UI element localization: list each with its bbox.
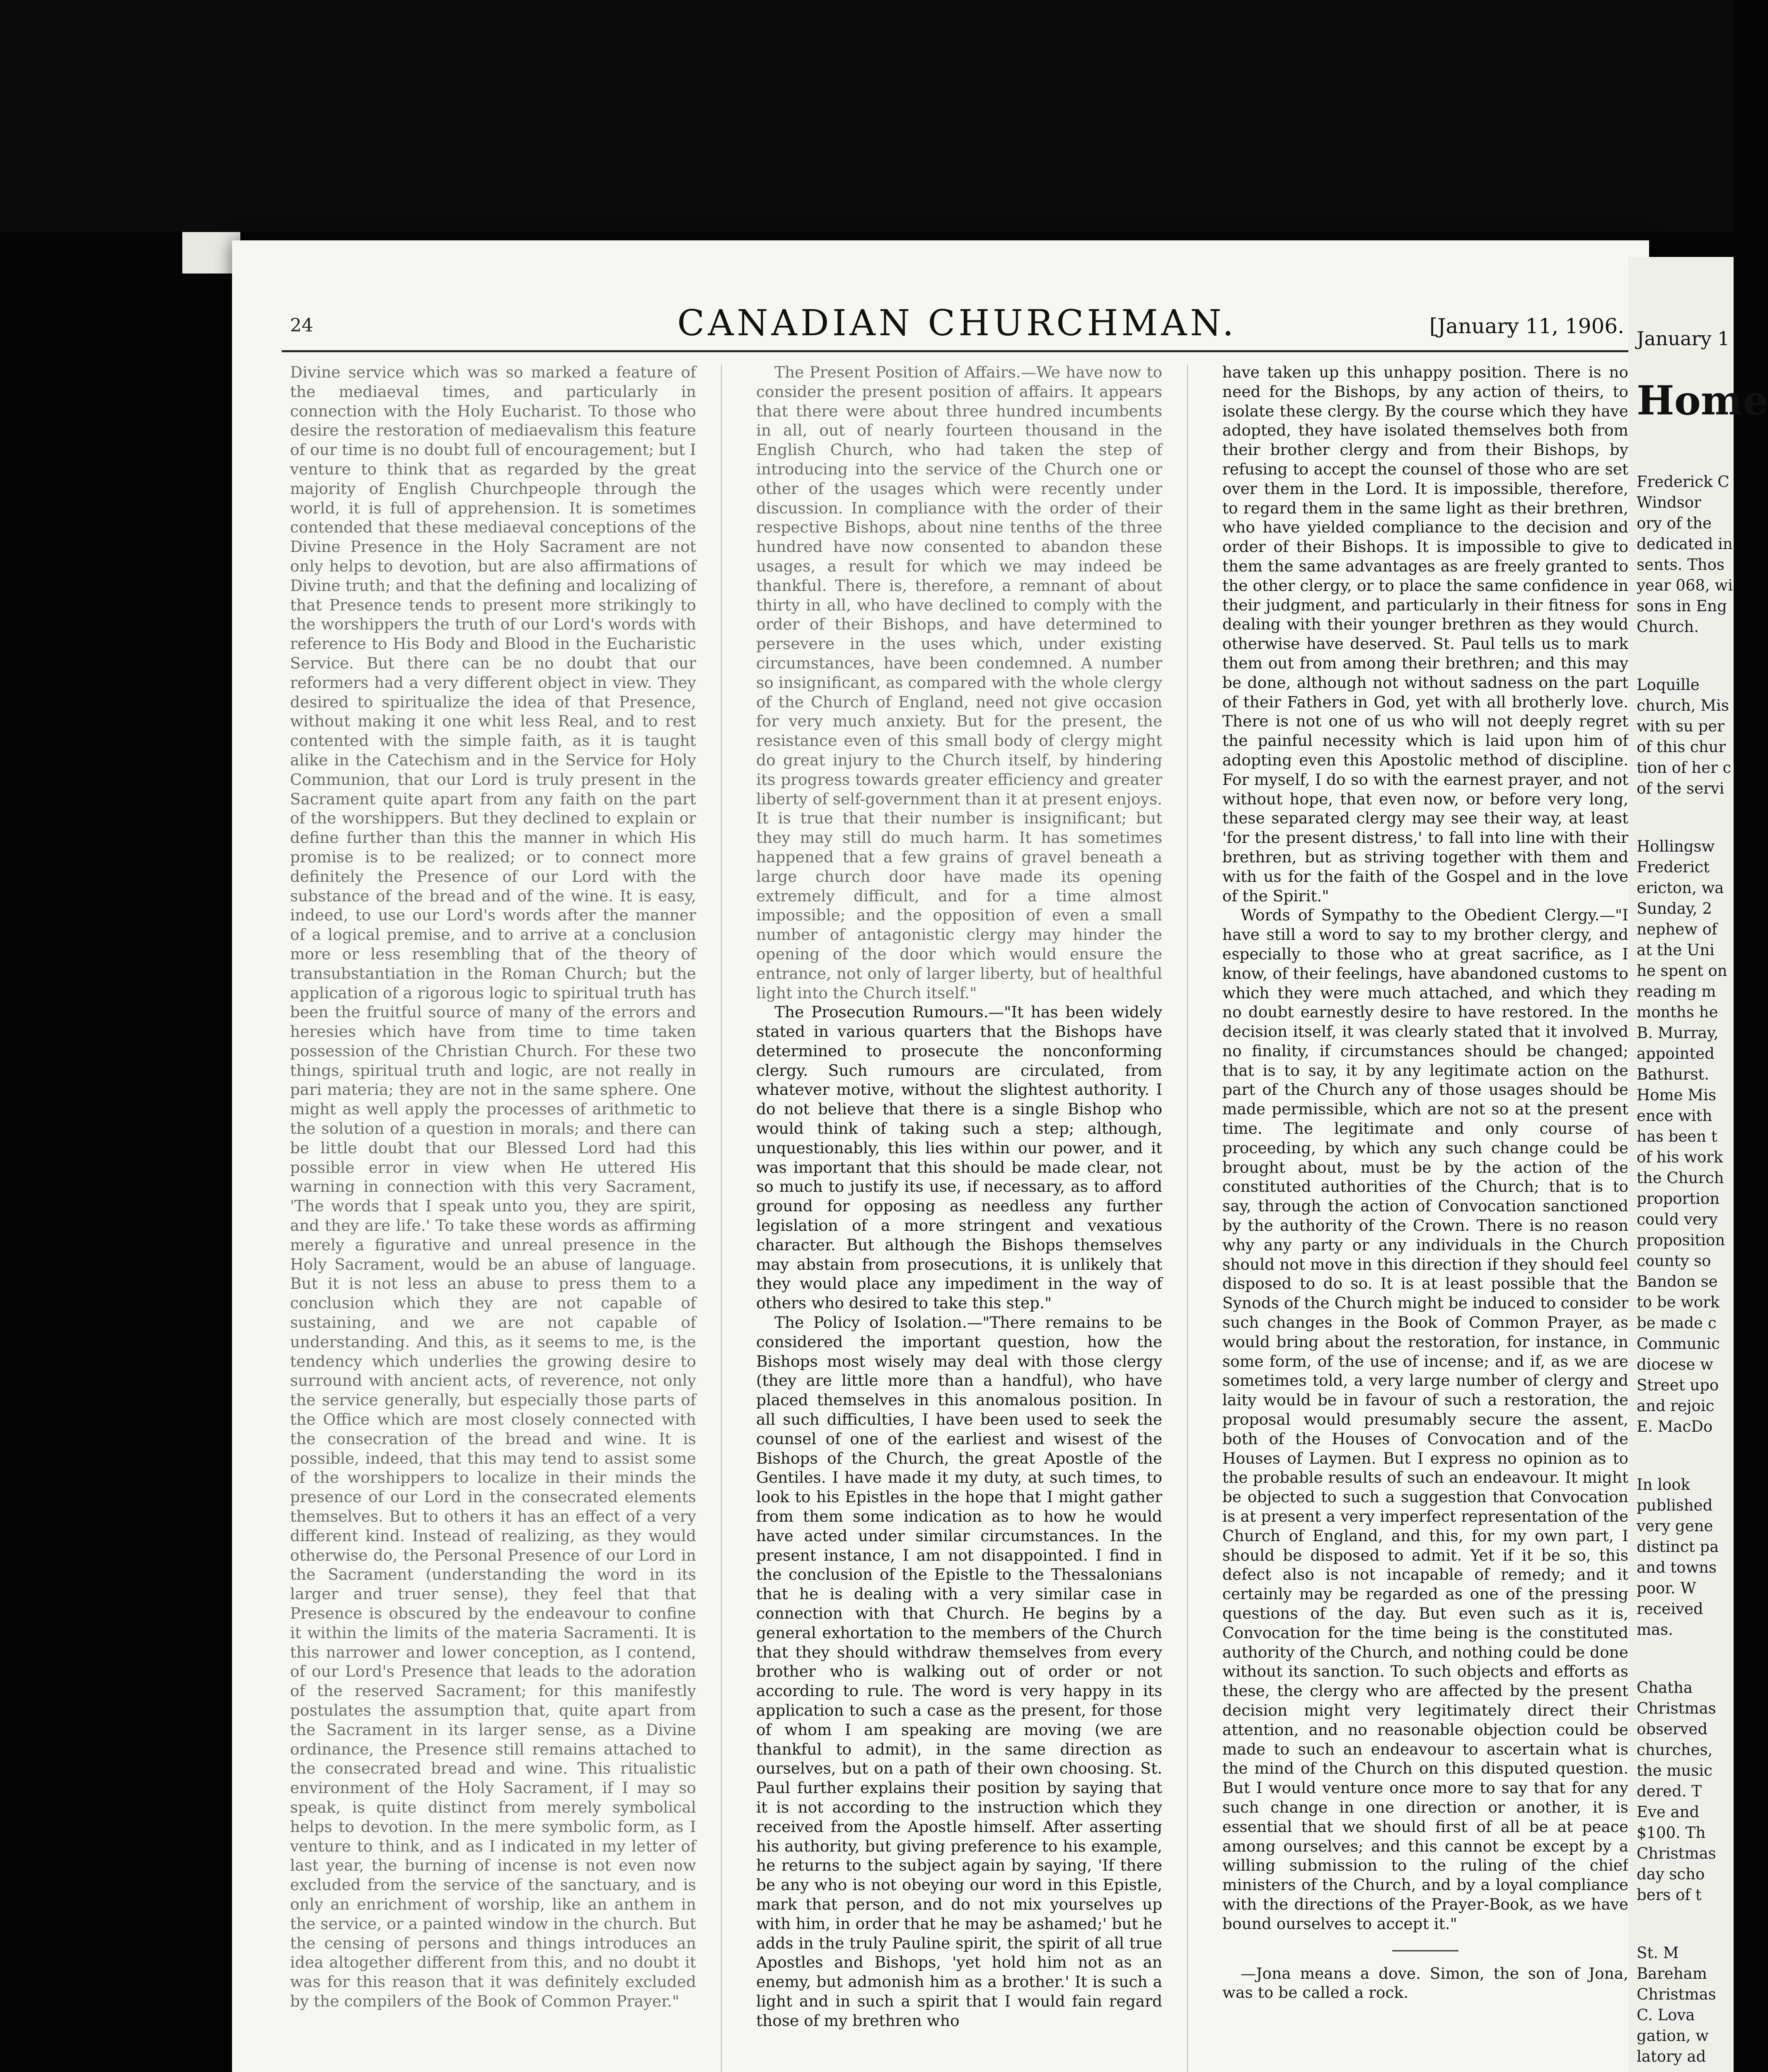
adjacent-page-line: Bathurst. bbox=[1637, 1065, 1710, 1083]
adjacent-page-line: he spent on bbox=[1637, 962, 1727, 980]
adjacent-page-line: has been t bbox=[1637, 1128, 1717, 1145]
article-column-3 bbox=[1222, 363, 1628, 2002]
adjacent-page-line: Christmas bbox=[1637, 1844, 1716, 1862]
adjacent-page-line: Communic bbox=[1637, 1335, 1720, 1353]
adjacent-page-line: Christmas bbox=[1637, 1985, 1716, 2003]
adjacent-page-line: Church. bbox=[1637, 618, 1699, 636]
adjacent-page-line: could very bbox=[1637, 1210, 1718, 1228]
adjacent-page-line: sons in Eng bbox=[1637, 597, 1727, 615]
adjacent-page-line: gation, w bbox=[1637, 2027, 1709, 2045]
adjacent-page-line: proportion bbox=[1637, 1190, 1720, 1208]
adjacent-page-line: to be work bbox=[1637, 1293, 1720, 1311]
paragraph: Words of Sympathy to the Obedient Clergy.—"I have still a word to say to my brother clergy, and especially to those who at great sacrifice, as I know, of their feelings, have abandoned customs to which they were much attached, and which they no doubt earnestly desire to have restored. In the decision itself, it was clearly stated that it involved no finality, if circumstances should be changed; that is to say, it by any legitimate action on the part of the Church any of those usages should be made permissible, which are not so at the present time. The legitimate and only course of proceeding, by which any such change could be brought about, must be by the action of the constituted authorities of the Church; that is to say, through the action of Convocation sanctioned by the authority of the Crown. There is no reason why any party or any individuals in the Church should not move in this direction if they should feel disposed to do so. It is at least possible that the Synods of the Church might be induced to consider such changes in the Book of Common Prayer, as would bring about the restoration, for instance, in some form, of the use of incense; and if, as we are sometimes told, a very large number of clergy and laity would be in favour of such a restoration, the proposal would presumably secure the assent, both of the Houses of Convocation and of the Houses of Laymen. But I express no opinion as to the probable results of such an endeavour. It might be objected to such a suggestion that Convocation is at present a very imperfect representation of the Church of England, and this, for my own part, I should be disposed to admit. Yet if it be so, this defect also is not incapable of remedy; and it certainly may be regarded as one of the pressing questions of the day. But even such as it is, Convocation for the time being is the constituted authority of the Church, and nothing could be done without its sanction. To such objects and efforts as these, the clergy who are affected by the present decision might very legitimately direct their attention, and no reasonable objection could be made to such an endeavour to ascertain what is the mind of the Church on this disputed question. But I would venture once more to say that for any such change in one direction or another, it is essential that we should first of all be at peace among ourselves; and this cannot be except by a willing submission to the ruling of the chief ministers of the Church, and by a loyal compliance with the directions of the Prayer-Book, as we have bound ourselves to accept it." bbox=[1222, 906, 1628, 1933]
paragraph: The Present Position of Affairs.—We have now to consider the present position of affairs. It appears that there were about three hundred incumbents in all, out of nearly fourteen thousand in the English Church, who had taken the step of introducing into the service of the Church one or other of the usages which were recently under discussion. In compliance with the order of their respective Bishops, about nine tenths of the three hundred have now consented to abandon these usages, a result for which we may indeed be thankful. There is, therefore, a remnant of about thirty in all, who have declined to comply with the order of their Bishops, and have determined to persevere in the uses which, under existing circumstances, have been condemned. A number so insignificant, as compared with the whole clergy of the Church of England, need not give occasion for very much anxiety. But for the present, the resistance even of this small body of clergy might do great injury to the Church itself, by hindering its progress towards greater efficiency and greater liberty of self-government than it at present enjoys. It is true that their number is insignificant; but they may still do much harm. It has sometimes happened that a few grains of gravel beneath a large church door have made its opening extremely difficult, and for a time almost impossible; and the opposition of even a small number of antagonistic clergy may hinder the opening of the door which would ensure the entrance, not only of larger liberty, but of healthful light into the Church itself." bbox=[756, 363, 1162, 1002]
adjacent-page-line: and towns bbox=[1637, 1559, 1717, 1576]
adjacent-page-header: January 1 bbox=[1637, 327, 1730, 350]
adjacent-page-line: Christmas bbox=[1637, 1699, 1716, 1717]
adjacent-page-title: Home bbox=[1637, 377, 1768, 424]
adjacent-page-line: church, Mis bbox=[1637, 697, 1729, 714]
adjacent-page-line: Bandon se bbox=[1637, 1273, 1718, 1290]
page-number: 24 bbox=[290, 315, 313, 336]
adjacent-page-line: Bareham bbox=[1637, 1965, 1707, 1982]
masthead: CANADIAN CHURCHMAN. bbox=[677, 303, 1237, 344]
adjacent-page-line: Windsor bbox=[1637, 494, 1701, 511]
adjacent-page-line: at the Uni bbox=[1637, 941, 1715, 959]
adjacent-page-line: ory of the bbox=[1637, 514, 1712, 532]
adjacent-page-line: and rejoic bbox=[1637, 1397, 1715, 1415]
column-divider-1 bbox=[721, 365, 722, 2072]
column-divider-2 bbox=[1187, 365, 1188, 2072]
page-header bbox=[290, 303, 1624, 344]
adjacent-page-line: distinct pa bbox=[1637, 1538, 1719, 1556]
adjacent-page-line: Chatha bbox=[1637, 1679, 1693, 1697]
adjacent-page-line: be made c bbox=[1637, 1314, 1717, 1332]
section-rule bbox=[1392, 1950, 1458, 1951]
adjacent-page-line: appointed bbox=[1637, 1045, 1715, 1063]
adjacent-page-line: bers of t bbox=[1637, 1886, 1702, 1904]
footnote: —Jona means a dove. Simon, the son of Jona, was to be called a rock. bbox=[1222, 1964, 1628, 2002]
adjacent-page-line: observed bbox=[1637, 1720, 1708, 1738]
adjacent-page-line: Frederick C bbox=[1637, 473, 1729, 491]
adjacent-page-line: Sunday, 2 bbox=[1637, 900, 1712, 917]
adjacent-page-line: reading m bbox=[1637, 983, 1716, 1000]
adjacent-page-line: B. Murray, bbox=[1637, 1024, 1719, 1042]
adjacent-page-line: $100. Th bbox=[1637, 1824, 1706, 1842]
adjacent-page-line: months he bbox=[1637, 1003, 1718, 1021]
article-column-1 bbox=[290, 363, 696, 2011]
adjacent-page-line: of his work bbox=[1637, 1148, 1723, 1166]
adjacent-page-line: diocese w bbox=[1637, 1356, 1713, 1373]
adjacent-page-line: Eve and bbox=[1637, 1803, 1700, 1821]
adjacent-page-line: mas. bbox=[1637, 1621, 1673, 1639]
article-column-2 bbox=[756, 363, 1162, 2031]
adjacent-page-line: ence with bbox=[1637, 1107, 1712, 1125]
adjacent-page-line: dedicated in bbox=[1637, 535, 1733, 553]
adjacent-page-line: poor. W bbox=[1637, 1579, 1696, 1597]
adjacent-page-line: Frederict bbox=[1637, 858, 1710, 876]
paragraph: Divine service which was so marked a feature of the mediaeval times, and particularly in connection with the Holy Eucharist. To those who desire the restoration of mediaevalism this feature of our time is no doubt full of encouragement; but I venture to think that as regarded by the great majority of English Churchpeople through the world, it is full of apprehension. It is sometimes contended that these mediaeval conceptions of the Divine Presence in the Holy Sacrament are not only helps to devotion, but are also affirmations of Divine truth; and that the defining and localizing of that Presence tends to present more strikingly to the worshippers the truth of our Lord's words with reference to His Body and Blood in the Eucharistic Service. But there can be no doubt that our reformers had a very different object in view. They desired to spiritualize the idea of that Presence, without making it one whit less Real, and to rest contented with the simple faith, as it is taught alike in the Catechism and in the Service for Holy Communion, that our Lord is truly present in the Sacrament quite apart from any faith on the part of the worshippers. But they declined to explain or define further than this the manner in which His promise is to be realized; or to connect more definitely the Presence of our Lord with the substance of the bread and of the wine. It is easy, indeed, to use our Lord's words after the manner of a logical premise, and to arrive at a conclusion more or less resembling that of the theory of transubstantiation in the Roman Church; but the application of a rigorous logic to spiritual truth has been the fruitful source of many of the errors and heresies which have from time to time taken possession of the Christian Church. For these two things, spiritual truth and logic, are not really in pari materia; they are not in the same sphere. One might as well apply the processes of arithmetic to the solution of a question in morals; and there can be little doubt that our Blessed Lord had this possible error in view when He uttered His warning in connection with this very Sacrament, 'The words that I speak unto you, they are spirit, and they are life.' To take these words as affirming merely a figurative and unreal presence in the Holy Sacrament, would be an abuse of language. But it is not less an abuse to press them to a conclusion which they are not capable of sustaining, and we are not capable of understanding. And this, as it seems to me, is the tendency which underlies the growing desire to surround with ancient acts, of reverence, not only the service generally, but especially those parts of the Office which are most closely connected with the consecration of the bread and wine. It is possible, indeed, that this may tend to assist some of the worshippers to localize in their minds the presence of our Lord in the consecrated elements themselves. But to others it has an effect of a very different kind. Instead of realizing, as they would otherwise do, the Personal Presence of our Lord in the Sacrament (understanding the word in its larger and truer sense), they feel that that Presence is obscured by the endeavour to confine it within the limits of the materia Sacramenti. It is this narrower and lower conception, as I contend, of our Lord's Presence that leads to the adoration of the reserved Sacrament; for this manifestly postulates the assumption that, quite apart from the Sacrament in its larger sense, as a Divine ordinance, the Presence still remains attached to the consecrated bread and wine. This ritualistic environment of the Holy Sacrament, if I may so speak, is quite distinct from merely symbolical helps to devotion. In the mere symbolic form, as I venture to think, and as I indicated in my letter of last year, the burning of incense is not even now excluded from the service of the sanctuary, and is only an enrichment of worship, like an anthem in the service, or a painted window in the church. But the censing of persons and things introduces an idea altogether different from this, and no doubt it was for this reason that it was definitely excluded by the compilers of the Book of Common Prayer." bbox=[290, 363, 696, 2010]
issue-date: [January 11, 1906. bbox=[1429, 314, 1624, 338]
adjacent-page-line: the music bbox=[1637, 1762, 1712, 1779]
adjacent-page-line: published bbox=[1637, 1496, 1713, 1514]
paragraph: have taken up this unhappy position. There is no need for the Bishops, by any action of theirs, to isolate these clergy. By the course which they have adopted, they have isolated themselves both from their brother clergy and from their Bishops, by refusing to accept the counsel of those who are set over them in the Lord. It is impossible, therefore, to regard them in the same light as their brethren, who have yielded compliance to the decision and order of their Bishops. It is impossible to give to them the same advantages as are freely granted to the other clergy, or to place the same confidence in their judgment, and particularly in their fitness for dealing with their younger brethren as they would otherwise have deserved. St. Paul tells us to mark them out from among their brethren; and this may be done, although not without sadness on the part of their Fathers in God, yet with all brotherly love. There is not one of us who will not deeply regret the painful necessity which is laid upon him of adopting even this Apostolic method of discipline. For myself, I do so with the earnest prayer, and not without hope, that even now, or before very long, these separated clergy may see their way, at least 'for the present distress,' to fall into line with their brethren, but as striving together with them and with us for the faith of the Gospel and in the love of the Spirit." bbox=[1222, 363, 1628, 905]
adjacent-page-line: year 068, wi bbox=[1637, 576, 1733, 594]
adjacent-page-line: of the servi bbox=[1637, 779, 1724, 797]
paragraph: The Prosecution Rumours.—"It has been widely stated in various quarters that the Bishops have determined to prosecute the nonconforming clergy. Such rumours are circulated, from whatever motive, without the slightest authority. I do not believe that there is a single Bishop who would think of taking such a step; although, unquestionably, this lies within our power, and it was important that this should be made clear, not so much to justify its use, if necessary, as to afford ground for opposing as needless any further legislation of a more stringent and vexatious character. But although the Bishops themselves may abstain from prosecutions, it is unlikely that they would place any impediment in the way of others who desired to take this step." bbox=[756, 1003, 1162, 1312]
adjacent-page-line: C. Lova bbox=[1637, 2006, 1695, 2024]
adjacent-page-line: county so bbox=[1637, 1252, 1711, 1270]
adjacent-page-line: ericton, wa bbox=[1637, 879, 1724, 897]
adjacent-page-line: tion of her c bbox=[1637, 759, 1732, 777]
adjacent-page-line: of this chur bbox=[1637, 738, 1726, 756]
header-rule bbox=[282, 350, 1628, 352]
newspaper-page bbox=[232, 240, 1649, 2072]
adjacent-page-line: Loquille bbox=[1637, 676, 1700, 694]
adjacent-page-line: churches, bbox=[1637, 1741, 1713, 1759]
adjacent-page-line: In look bbox=[1637, 1476, 1691, 1493]
adjacent-page bbox=[1628, 257, 1768, 2072]
adjacent-page-line: Hollingsw bbox=[1637, 838, 1715, 855]
adjacent-page-line: E. MacDo bbox=[1637, 1418, 1713, 1435]
adjacent-page-line: day scho bbox=[1637, 1865, 1705, 1883]
adjacent-page-line: received bbox=[1637, 1600, 1703, 1618]
adjacent-page-line: with su per bbox=[1637, 717, 1724, 735]
adjacent-page-line: sents. Thos bbox=[1637, 556, 1724, 574]
adjacent-page-line: dered. T bbox=[1637, 1782, 1702, 1800]
adjacent-page-line: Home Mis bbox=[1637, 1086, 1716, 1104]
adjacent-page-line: Street upo bbox=[1637, 1376, 1719, 1394]
paragraph: The Policy of Isolation.—"There remains to be considered the important question, how the Bishops most wisely may deal with those clergy (they are little more than a handful), who have placed themselves in this anomalous position. In all such difficulties, I have been used to seek the counsel of one of the earliest and wisest of the Bishops of the Church, the great Apostle of the Gentiles. I have made it my duty, at such times, to look to his Epistles in the hope that I might gather from them some indication as to how he would have acted under similar circumstances. In the present instance, I am not disappointed. I find in the conclusion of the Epistle to the Thessalonians that he is dealing with a very similar case in connection with that Church. He begins by a general exhortation to the members of the Church that they should withdraw themselves from every brother who is walking out of order or not according to rule. The word is very happy in its application to such a case as the present, for those of whom I am speaking are moving (we are thankful to admit), in the same direction as ourselves, but on a path of their own choosing. St. Paul further explains their position by saying that it is not according to the instruction which they received from the Apostle himself. After asserting his authority, but giving preference to his example, he returns to the subject again by saying, 'If there be any who is not obeying our word in this Epistle, mark that person, and do not mix yourselves up with him, in order that he may be ashamed;' but he adds in the truly Pauline spirit, the spirit of all true Apostles and Bishops, 'yet hold him not as an enemy, but admonish him as a brother.' It is such a light and in such a spirit that I would fain regard those of my brethren who bbox=[756, 1313, 1162, 2030]
adjacent-page-line: the Church bbox=[1637, 1169, 1724, 1187]
adjacent-page-line: nephew of bbox=[1637, 920, 1717, 938]
previous-page-edge bbox=[182, 232, 240, 274]
adjacent-page-line: St. M bbox=[1637, 1944, 1679, 1962]
adjacent-page-line: very gene bbox=[1637, 1517, 1713, 1535]
adjacent-page-line: proposition bbox=[1637, 1231, 1725, 1249]
adjacent-page-line: latory ad bbox=[1637, 2048, 1706, 2065]
film-frame-top bbox=[0, 0, 1734, 232]
